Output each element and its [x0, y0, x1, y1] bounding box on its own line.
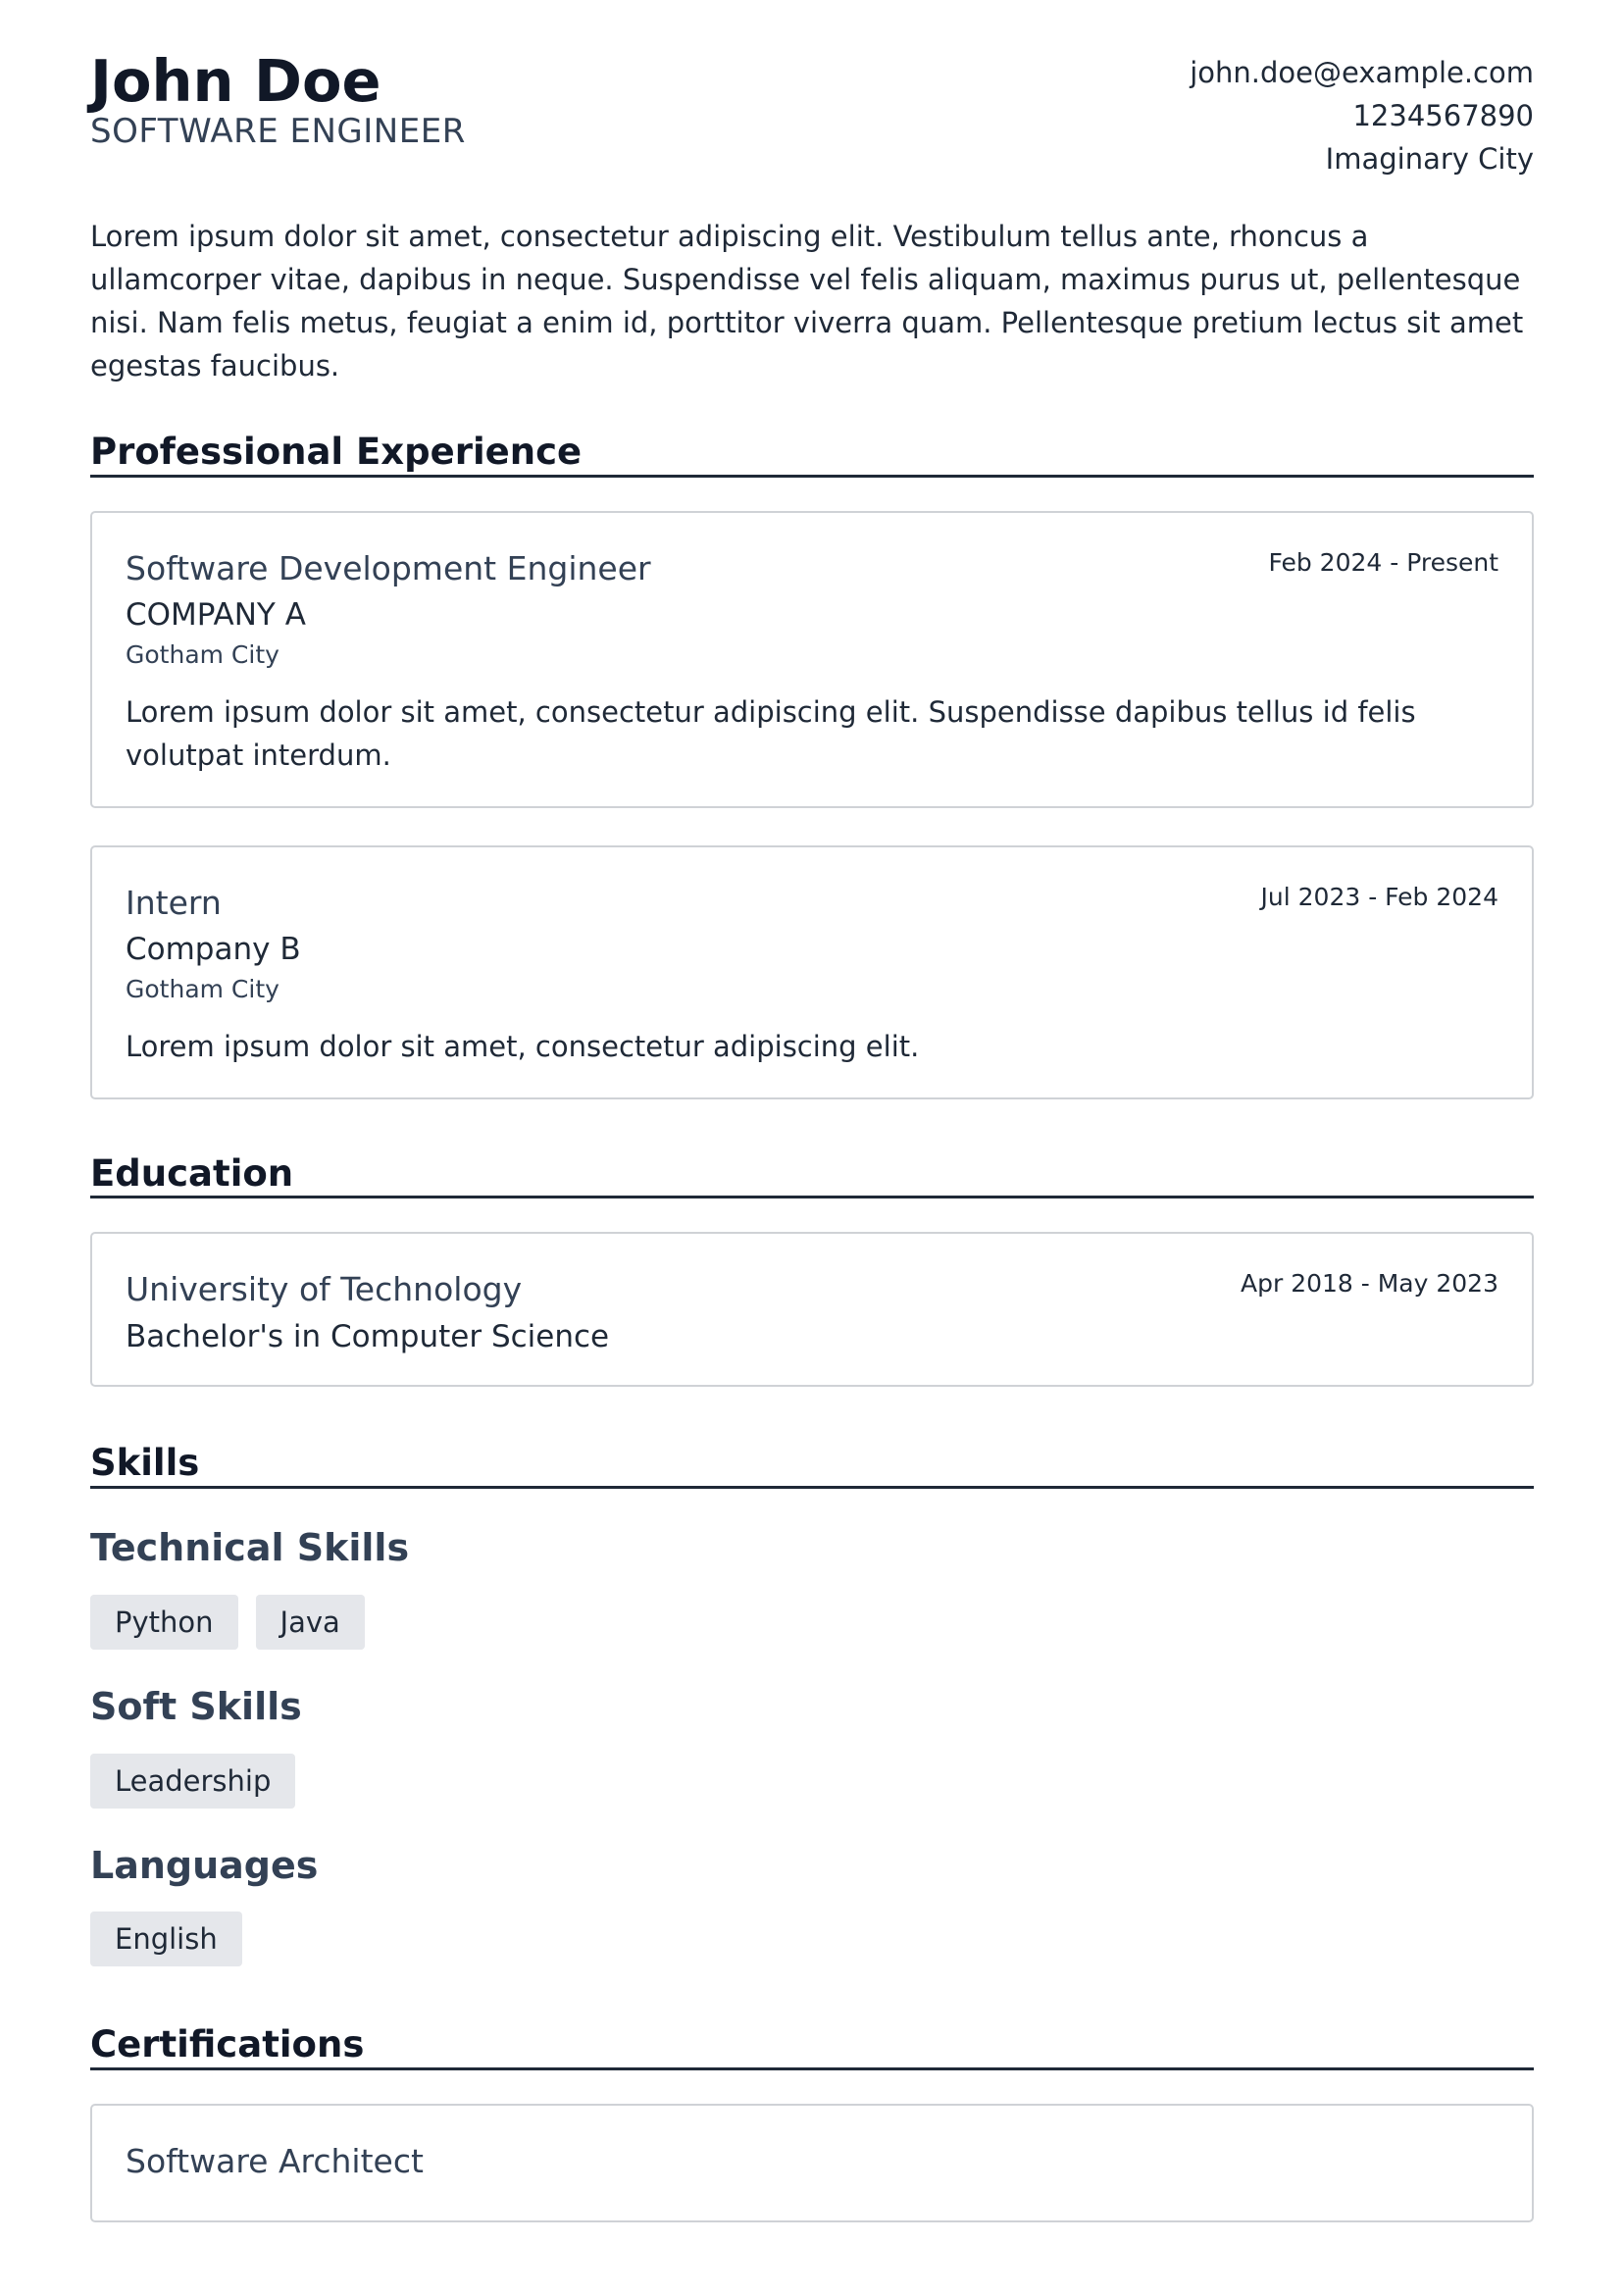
education-school: University of Technology	[126, 1270, 523, 1309]
education-degree: Bachelor's in Computer Science	[126, 1318, 610, 1354]
resume-header	[90, 49, 1534, 180]
skill-group-title: Soft Skills	[90, 1684, 302, 1728]
skill-chip-list	[90, 1754, 1534, 1809]
skill-group-soft	[90, 1684, 1534, 1809]
experience-role: Software Development Engineer	[126, 548, 651, 587]
experience-card	[90, 845, 1534, 1099]
skill-chip-list	[90, 1595, 1534, 1650]
section-heading-experience: Professional Experience	[90, 433, 1534, 478]
contact-phone[interactable]: 1234567890	[1352, 99, 1534, 132]
name-block	[90, 49, 466, 151]
skill-group-title: Languages	[90, 1843, 319, 1887]
candidate-title: SOFTWARE ENGINEER	[90, 112, 466, 152]
section-heading-skills: Skills	[90, 1444, 1534, 1489]
experience-location: Gotham City	[126, 974, 279, 1003]
contact-info	[1190, 49, 1534, 180]
contact-email[interactable]: john.doe@example.com	[1190, 56, 1534, 89]
experience-role: Intern	[126, 883, 222, 922]
skill-chip: English	[90, 1912, 242, 1966]
skill-group-technical	[90, 1528, 1534, 1650]
skill-chip-list	[90, 1912, 1534, 1966]
experience-description: Lorem ipsum dolor sit amet, consectetur adipiscing elit. Suspendisse dapibus tellus id felis volutpat interdum.	[126, 694, 1416, 772]
skill-group-title: Technical Skills	[90, 1526, 410, 1570]
skill-chip: Python	[90, 1595, 238, 1650]
candidate-name: John Doe	[90, 47, 381, 115]
skill-group-languages	[90, 1843, 1534, 1967]
experience-location: Gotham City	[126, 639, 279, 669]
experience-dates: Feb 2024 - Present	[1268, 547, 1498, 577]
certification-card	[90, 2104, 1534, 2222]
section-heading-certifications: Certifications	[90, 2025, 1534, 2070]
skill-chip: Java	[256, 1595, 365, 1650]
certification-name: Software Architect	[126, 2142, 424, 2181]
summary-text: Lorem ipsum dolor sit amet, consectetur adipiscing elit. Vestibulum tellus ante, rhoncus a ullamcorper vitae, dapibus in neque. Suspendisse vel felis aliquam, maximus purus ut, pellentesque nisi. Nam felis metus, feugiat a enim id, porttitor viverra quam. Pellentesque pretium lectus sit amet egestas faucibus.	[90, 220, 1524, 382]
experience-description: Lorem ipsum dolor sit amet, consectetur adipiscing elit.	[126, 1029, 920, 1063]
education-dates: Apr 2018 - May 2023	[1241, 1269, 1498, 1299]
experience-company: COMPANY A	[126, 596, 306, 633]
section-heading-education: Education	[90, 1154, 1534, 1199]
education-card	[90, 1232, 1534, 1387]
experience-dates: Jul 2023 - Feb 2024	[1260, 882, 1498, 911]
experience-card	[90, 511, 1534, 808]
experience-company: Company B	[126, 931, 301, 967]
contact-location: Imaginary City	[1325, 142, 1534, 176]
skill-chip: Leadership	[90, 1754, 295, 1809]
